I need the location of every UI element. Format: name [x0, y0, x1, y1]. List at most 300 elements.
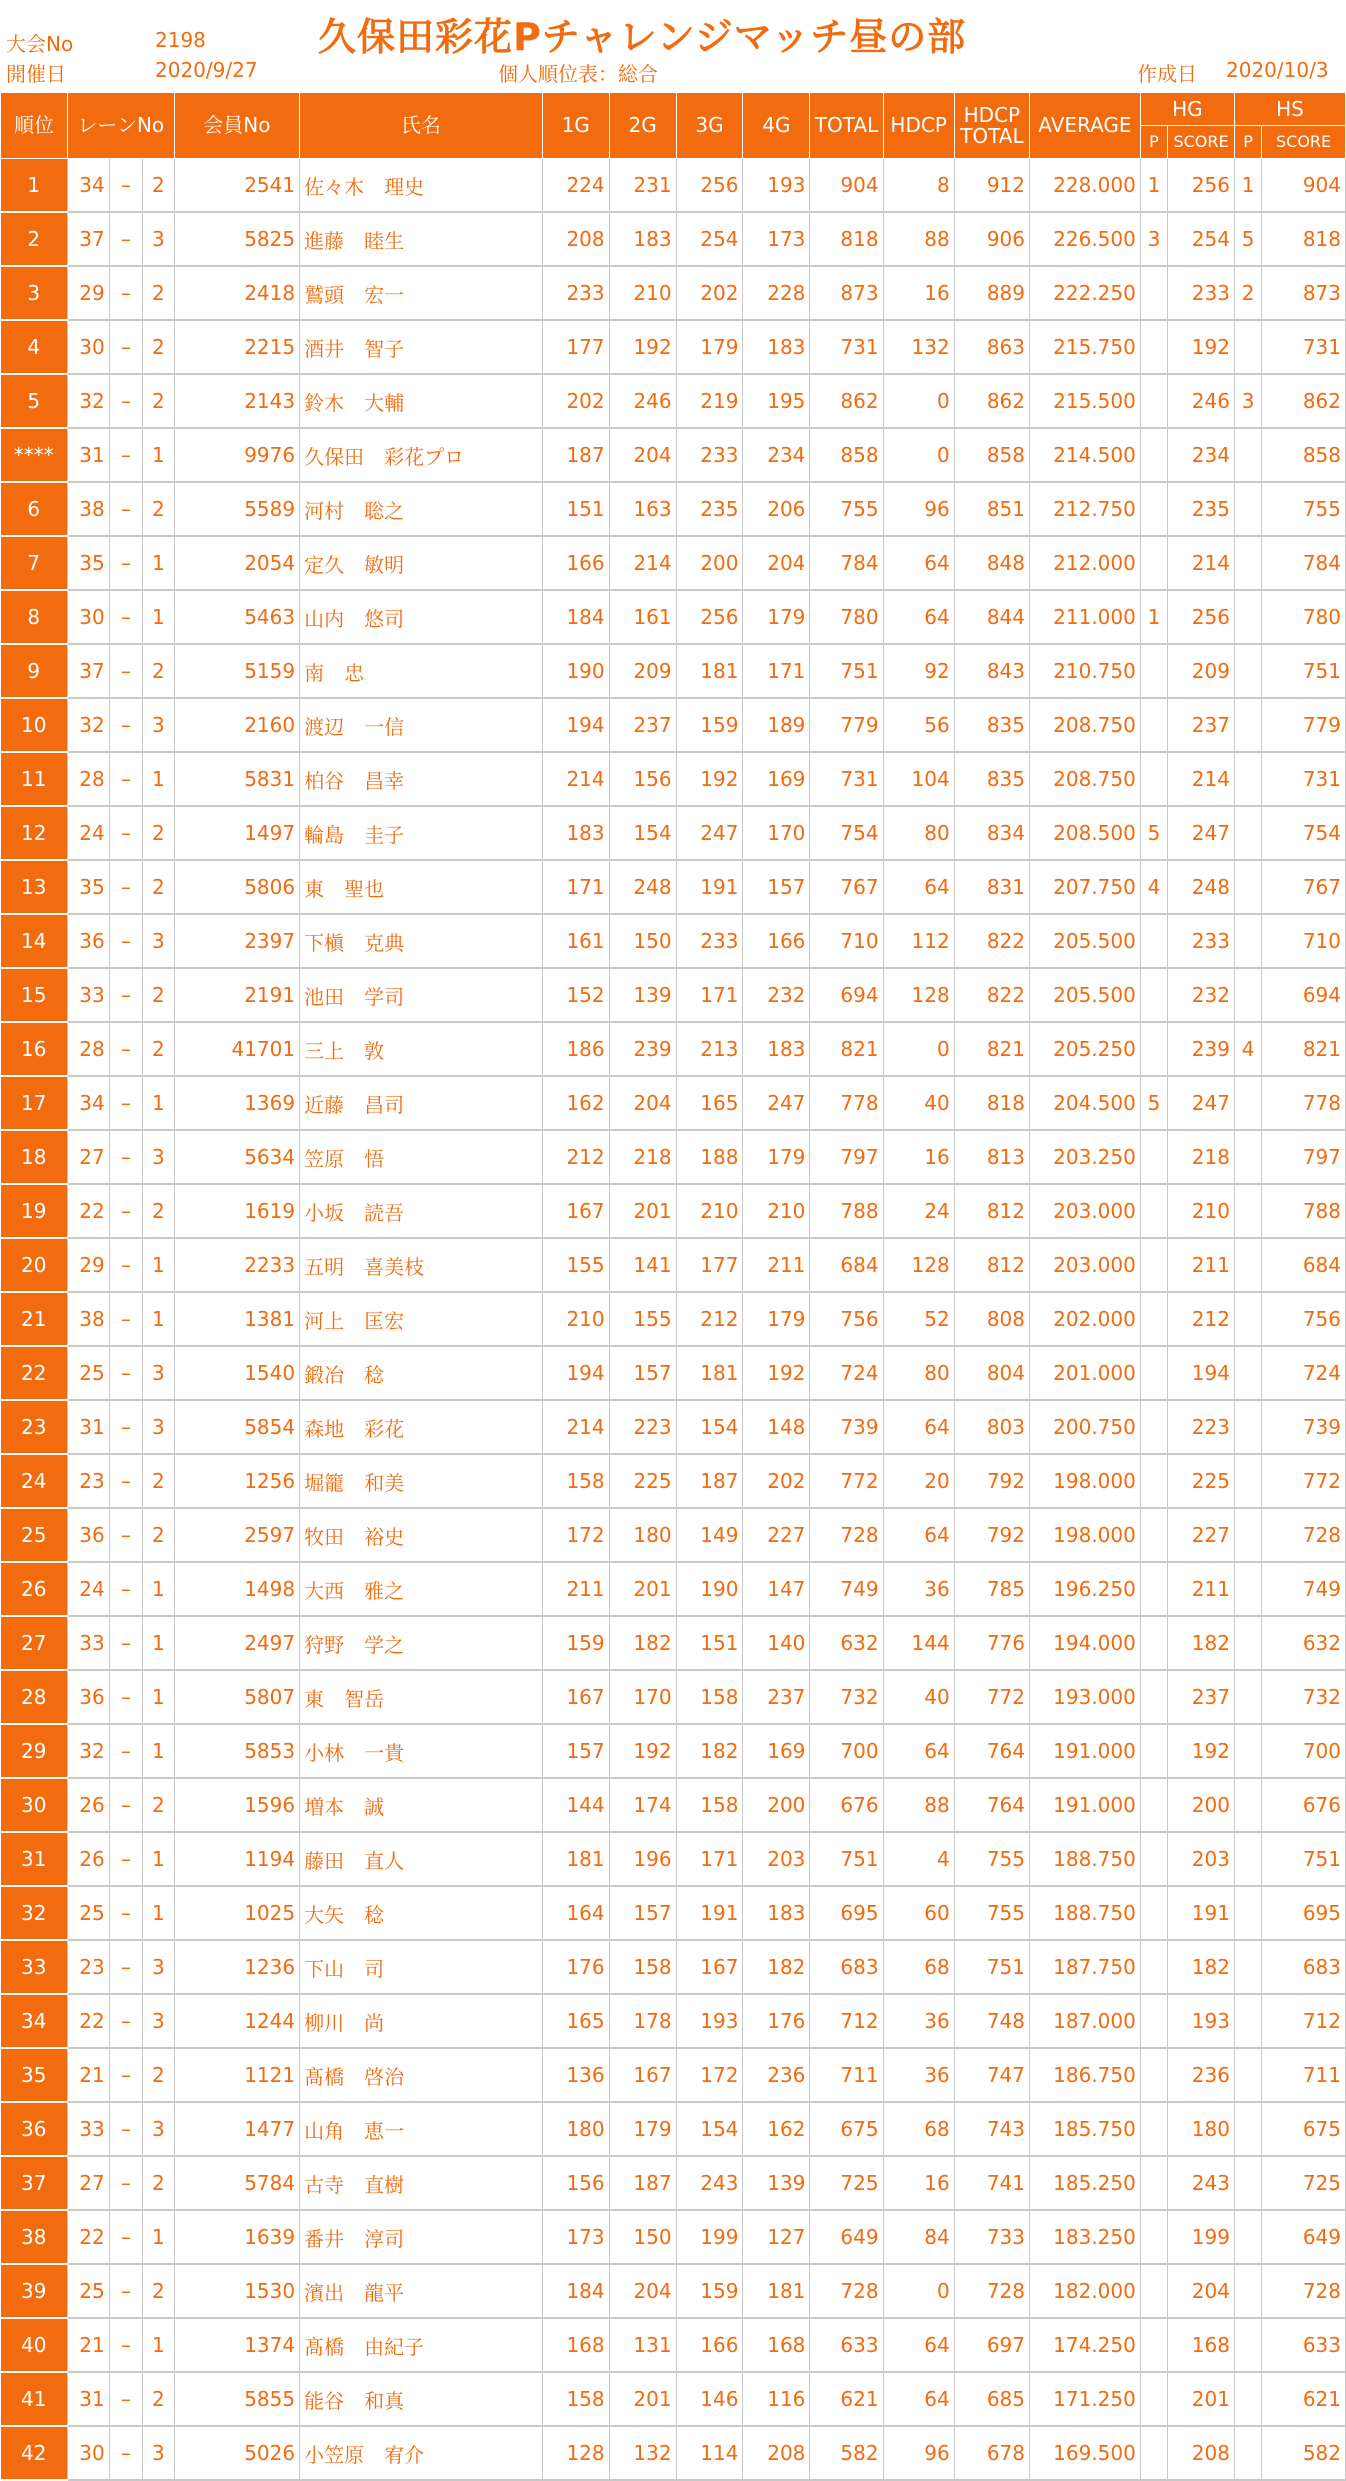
table-cell-hg-score: 236	[1168, 2048, 1235, 2102]
col-total: TOTAL	[810, 93, 883, 159]
table-cell-g4: 183	[743, 1022, 810, 1076]
table-cell-hs-score: 582	[1262, 2426, 1346, 2480]
table-cell-g3: 181	[676, 644, 743, 698]
table-cell-g3: 159	[676, 698, 743, 752]
table-cell-rank: 32	[1, 1886, 68, 1940]
table-cell-hs-p	[1234, 1994, 1261, 2048]
table-cell-lane: 33	[67, 1616, 109, 1670]
table-cell-member-no: 1477	[174, 2102, 300, 2156]
table-cell-total: 751	[810, 1832, 883, 1886]
table-cell-g4: 179	[743, 590, 810, 644]
table-cell-hdcp-total: 848	[954, 536, 1029, 590]
table-cell-member-no: 5784	[174, 2156, 300, 2210]
table-cell-g3: 158	[676, 1778, 743, 1832]
table-cell-lane: 28	[67, 752, 109, 806]
table-cell-g4: 247	[743, 1076, 810, 1130]
table-cell-hs-score: 797	[1262, 1130, 1346, 1184]
col-g4: 4G	[743, 93, 810, 159]
table-cell-total: 784	[810, 536, 883, 590]
table-cell-lane-sep: –	[109, 2426, 142, 2480]
table-row	[1, 1130, 1346, 1184]
table-cell-g1: 212	[542, 1130, 609, 1184]
table-row	[1, 1400, 1346, 1454]
table-cell-total: 749	[810, 1562, 883, 1616]
table-cell-g2: 192	[609, 1724, 676, 1778]
table-cell-lane-sep: –	[109, 2210, 142, 2264]
table-cell-rank: 26	[1, 1562, 68, 1616]
table-cell-average: 215.750	[1030, 320, 1141, 374]
col-lane: レーンNo	[67, 93, 174, 159]
table-cell-rank: 41	[1, 2372, 68, 2426]
table-cell-g2: 187	[609, 2156, 676, 2210]
table-cell-average: 204.500	[1030, 1076, 1141, 1130]
table-cell-lane: 29	[67, 266, 109, 320]
col-hg-score: SCORE	[1168, 126, 1235, 159]
table-cell-lane-sep: –	[109, 1616, 142, 1670]
table-cell-g2: 155	[609, 1292, 676, 1346]
table-cell-lane-pos: 2	[143, 1022, 174, 1076]
table-row	[1, 1832, 1346, 1886]
table-cell-rank: 29	[1, 1724, 68, 1778]
table-cell-g4: 148	[743, 1400, 810, 1454]
table-cell-lane: 35	[67, 860, 109, 914]
table-cell-member-no: 1025	[174, 1886, 300, 1940]
table-cell-rank: 8	[1, 590, 68, 644]
table-cell-g4: 173	[743, 212, 810, 266]
table-cell-hs-score: 751	[1262, 644, 1346, 698]
table-cell-lane: 34	[67, 1076, 109, 1130]
table-cell-name: 進藤 睦生	[300, 212, 543, 266]
table-row	[1, 590, 1346, 644]
table-cell-rank: 18	[1, 1130, 68, 1184]
table-row	[1, 1076, 1346, 1130]
table-cell-hdcp-total: 785	[954, 1562, 1029, 1616]
table-cell-g3: 172	[676, 2048, 743, 2102]
table-cell-hg-score: 223	[1168, 1400, 1235, 1454]
table-cell-hdcp-total: 803	[954, 1400, 1029, 1454]
table-cell-hs-p	[1234, 1886, 1261, 1940]
table-cell-g3: 213	[676, 1022, 743, 1076]
table-cell-total: 676	[810, 1778, 883, 1832]
table-cell-g1: 167	[542, 1670, 609, 1724]
table-cell-hs-p	[1234, 1724, 1261, 1778]
table-cell-hdcp: 0	[883, 428, 954, 482]
table-cell-total: 858	[810, 428, 883, 482]
table-cell-hs-p	[1234, 2210, 1261, 2264]
table-cell-hs-score: 695	[1262, 1886, 1346, 1940]
table-cell-hdcp: 84	[883, 2210, 954, 2264]
table-cell-g4: 169	[743, 1724, 810, 1778]
table-cell-hdcp: 40	[883, 1076, 954, 1130]
table-cell-g4: 232	[743, 968, 810, 1022]
table-cell-member-no: 5589	[174, 482, 300, 536]
table-cell-total: 712	[810, 1994, 883, 2048]
table-cell-total: 862	[810, 374, 883, 428]
table-cell-g4: 236	[743, 2048, 810, 2102]
table-cell-lane: 22	[67, 1994, 109, 2048]
table-cell-hdcp: 40	[883, 1670, 954, 1724]
table-cell-total: 732	[810, 1670, 883, 1724]
table-cell-hg-score: 192	[1168, 320, 1235, 374]
table-cell-lane: 27	[67, 1130, 109, 1184]
table-cell-hs-score: 739	[1262, 1400, 1346, 1454]
table-cell-lane-sep: –	[109, 536, 142, 590]
table-cell-hdcp: 0	[883, 2264, 954, 2318]
table-cell-g3: 193	[676, 1994, 743, 2048]
table-cell-g4: 139	[743, 2156, 810, 2210]
date-value: 2020/9/27	[155, 58, 258, 82]
table-cell-hs-p	[1234, 2156, 1261, 2210]
created-date: 2020/10/3	[1226, 58, 1329, 82]
table-cell-hg-score: 203	[1168, 1832, 1235, 1886]
table-cell-hdcp-total: 685	[954, 2372, 1029, 2426]
table-cell-lane-pos: 1	[143, 1832, 174, 1886]
table-cell-lane-sep: –	[109, 752, 142, 806]
table-cell-hdcp: 64	[883, 2372, 954, 2426]
table-cell-lane-sep: –	[109, 590, 142, 644]
table-cell-hs-p	[1234, 1346, 1261, 1400]
table-cell-total: 683	[810, 1940, 883, 1994]
table-row	[1, 1022, 1346, 1076]
table-cell-g2: 158	[609, 1940, 676, 1994]
table-cell-lane-pos: 2	[143, 644, 174, 698]
table-cell-g1: 214	[542, 1400, 609, 1454]
table-cell-average: 200.750	[1030, 1400, 1141, 1454]
table-cell-g4: 176	[743, 1994, 810, 2048]
table-cell-hg-score: 243	[1168, 2156, 1235, 2210]
table-cell-name: 森地 彩花	[300, 1400, 543, 1454]
table-cell-name: 渡辺 一信	[300, 698, 543, 752]
table-cell-lane-pos: 2	[143, 806, 174, 860]
table-cell-name: 鷲頭 宏一	[300, 266, 543, 320]
table-cell-name: 下槇 克典	[300, 914, 543, 968]
table-cell-member-no: 1244	[174, 1994, 300, 2048]
col-rank: 順位	[1, 93, 68, 159]
table-row	[1, 374, 1346, 428]
table-cell-member-no: 1619	[174, 1184, 300, 1238]
table-cell-member-no: 5463	[174, 590, 300, 644]
table-cell-name: 古寺 直樹	[300, 2156, 543, 2210]
col-hg: HG	[1140, 93, 1234, 126]
table-cell-hs-score: 873	[1262, 266, 1346, 320]
table-cell-g3: 187	[676, 1454, 743, 1508]
table-cell-hs-score: 779	[1262, 698, 1346, 752]
table-cell-hdcp-total: 858	[954, 428, 1029, 482]
table-cell-hg-p	[1140, 698, 1167, 752]
table-cell-hs-p	[1234, 1292, 1261, 1346]
table-cell-hdcp: 104	[883, 752, 954, 806]
table-cell-rank: 23	[1, 1400, 68, 1454]
table-cell-hg-score: 193	[1168, 1994, 1235, 2048]
table-cell-hg-p	[1140, 1616, 1167, 1670]
table-cell-hg-score: 246	[1168, 374, 1235, 428]
table-cell-average: 212.000	[1030, 536, 1141, 590]
table-cell-g3: 233	[676, 428, 743, 482]
table-cell-lane: 32	[67, 1724, 109, 1778]
table-cell-member-no: 5855	[174, 2372, 300, 2426]
table-cell-lane-pos: 2	[143, 266, 174, 320]
table-cell-hs-score: 772	[1262, 1454, 1346, 1508]
table-cell-hdcp: 88	[883, 1778, 954, 1832]
table-cell-hg-score: 211	[1168, 1238, 1235, 1292]
table-cell-average: 187.750	[1030, 1940, 1141, 1994]
col-g3: 3G	[676, 93, 743, 159]
table-cell-member-no: 2233	[174, 1238, 300, 1292]
table-cell-lane: 32	[67, 698, 109, 752]
table-cell-g2: 192	[609, 320, 676, 374]
table-cell-hdcp-total: 792	[954, 1508, 1029, 1562]
table-cell-hg-p	[1140, 2048, 1167, 2102]
table-cell-g4: 237	[743, 1670, 810, 1724]
table-cell-g1: 208	[542, 212, 609, 266]
table-cell-g3: 182	[676, 1724, 743, 1778]
table-cell-lane-pos: 1	[143, 1562, 174, 1616]
table-cell-total: 772	[810, 1454, 883, 1508]
table-cell-hg-p	[1140, 2102, 1167, 2156]
table-cell-hdcp: 64	[883, 2318, 954, 2372]
table-cell-g2: 218	[609, 1130, 676, 1184]
table-cell-name: 能谷 和真	[300, 2372, 543, 2426]
table-cell-g4: 192	[743, 1346, 810, 1400]
table-cell-lane-pos: 1	[143, 1724, 174, 1778]
table-cell-hdcp-total: 751	[954, 1940, 1029, 1994]
table-cell-lane: 33	[67, 2102, 109, 2156]
table-cell-hdcp: 16	[883, 2156, 954, 2210]
table-cell-lane-sep: –	[109, 806, 142, 860]
table-cell-lane-pos: 3	[143, 2102, 174, 2156]
table-cell-hdcp: 36	[883, 1562, 954, 1616]
table-cell-lane-sep: –	[109, 1670, 142, 1724]
table-cell-g1: 194	[542, 1346, 609, 1400]
table-cell-hg-score: 256	[1168, 159, 1235, 213]
table-cell-hg-score: 182	[1168, 1616, 1235, 1670]
table-cell-total: 821	[810, 1022, 883, 1076]
table-cell-g4: 200	[743, 1778, 810, 1832]
table-cell-g4: 157	[743, 860, 810, 914]
table-cell-lane-pos: 2	[143, 159, 174, 213]
table-cell-g2: 182	[609, 1616, 676, 1670]
table-cell-name: 定久 敏明	[300, 536, 543, 590]
table-cell-hg-score: 210	[1168, 1184, 1235, 1238]
table-cell-average: 188.750	[1030, 1886, 1141, 1940]
table-cell-hg-p	[1140, 1940, 1167, 1994]
table-cell-hs-p	[1234, 2264, 1261, 2318]
table-cell-hdcp: 128	[883, 968, 954, 1022]
table-cell-hg-p: 5	[1140, 806, 1167, 860]
table-cell-lane-sep: –	[109, 482, 142, 536]
table-cell-lane-pos: 2	[143, 1184, 174, 1238]
table-cell-rank: 5	[1, 374, 68, 428]
table-cell-lane-pos: 3	[143, 1400, 174, 1454]
table-cell-lane-sep: –	[109, 1886, 142, 1940]
table-cell-lane-sep: –	[109, 644, 142, 698]
table-cell-average: 205.500	[1030, 914, 1141, 968]
table-cell-average: 169.500	[1030, 2426, 1141, 2480]
table-cell-total: 778	[810, 1076, 883, 1130]
table-cell-rank: 27	[1, 1616, 68, 1670]
table-cell-lane: 38	[67, 1292, 109, 1346]
table-row	[1, 1724, 1346, 1778]
table-cell-g1: 156	[542, 2156, 609, 2210]
table-cell-g4: 179	[743, 1292, 810, 1346]
table-cell-member-no: 5807	[174, 1670, 300, 1724]
table-cell-rank: 6	[1, 482, 68, 536]
table-cell-average: 198.000	[1030, 1454, 1141, 1508]
table-cell-hs-p	[1234, 1238, 1261, 1292]
table-cell-hg-score: 234	[1168, 428, 1235, 482]
table-cell-hg-score: 214	[1168, 536, 1235, 590]
table-cell-total: 780	[810, 590, 883, 644]
table-cell-g2: 179	[609, 2102, 676, 2156]
table-cell-hdcp: 64	[883, 1400, 954, 1454]
table-cell-g1: 180	[542, 2102, 609, 2156]
table-cell-average: 215.500	[1030, 374, 1141, 428]
table-cell-lane-sep: –	[109, 1562, 142, 1616]
table-cell-g2: 204	[609, 1076, 676, 1130]
col-hdcp-total-line2: TOTAL	[960, 123, 1024, 148]
table-cell-rank: 16	[1, 1022, 68, 1076]
table-cell-hdcp-total: 743	[954, 2102, 1029, 2156]
table-cell-member-no: 5634	[174, 1130, 300, 1184]
table-cell-hg-p: 3	[1140, 212, 1167, 266]
table-cell-hs-p	[1234, 1562, 1261, 1616]
table-cell-member-no: 1256	[174, 1454, 300, 1508]
table-cell-g1: 164	[542, 1886, 609, 1940]
table-cell-hs-score: 676	[1262, 1778, 1346, 1832]
table-cell-member-no: 5853	[174, 1724, 300, 1778]
table-cell-hg-p	[1140, 1130, 1167, 1184]
table-cell-average: 208.500	[1030, 806, 1141, 860]
table-row	[1, 1292, 1346, 1346]
table-cell-g1: 152	[542, 968, 609, 1022]
table-cell-g3: 146	[676, 2372, 743, 2426]
table-cell-g2: 157	[609, 1346, 676, 1400]
table-cell-hs-p	[1234, 644, 1261, 698]
table-cell-g2: 196	[609, 1832, 676, 1886]
table-row	[1, 2372, 1346, 2426]
table-cell-rank: 30	[1, 1778, 68, 1832]
table-cell-hg-p	[1140, 1832, 1167, 1886]
table-cell-lane: 29	[67, 1238, 109, 1292]
table-cell-member-no: 1596	[174, 1778, 300, 1832]
table-cell-g2: 141	[609, 1238, 676, 1292]
table-cell-g2: 178	[609, 1994, 676, 2048]
table-cell-lane-pos: 1	[143, 590, 174, 644]
table-cell-lane-pos: 1	[143, 1292, 174, 1346]
table-cell-total: 767	[810, 860, 883, 914]
table-cell-average: 214.500	[1030, 428, 1141, 482]
table-cell-hdcp: 96	[883, 2426, 954, 2480]
table-cell-g1: 187	[542, 428, 609, 482]
table-cell-lane-sep: –	[109, 1022, 142, 1076]
table-cell-rank: 20	[1, 1238, 68, 1292]
table-cell-member-no: 2541	[174, 159, 300, 213]
table-cell-lane: 27	[67, 2156, 109, 2210]
table-cell-g2: 248	[609, 860, 676, 914]
table-row	[1, 428, 1346, 482]
table-cell-hdcp: 60	[883, 1886, 954, 1940]
table-cell-member-no: 5159	[174, 644, 300, 698]
table-cell-g4: 195	[743, 374, 810, 428]
table-cell-average: 208.750	[1030, 752, 1141, 806]
table-cell-name: 狩野 学之	[300, 1616, 543, 1670]
table-cell-hg-p	[1140, 2156, 1167, 2210]
table-cell-name: 近藤 昌司	[300, 1076, 543, 1130]
table-cell-g1: 151	[542, 482, 609, 536]
col-hdcp-total-line1: HDCP	[963, 102, 1021, 127]
table-cell-hs-score: 731	[1262, 752, 1346, 806]
table-cell-g1: 190	[542, 644, 609, 698]
table-cell-g4: 170	[743, 806, 810, 860]
table-cell-hs-p: 5	[1234, 212, 1261, 266]
table-cell-lane: 25	[67, 2264, 109, 2318]
table-cell-hg-p	[1140, 1670, 1167, 1724]
table-cell-average: 185.250	[1030, 2156, 1141, 2210]
table-cell-g2: 210	[609, 266, 676, 320]
table-cell-rank: 3	[1, 266, 68, 320]
table-cell-rank: 4	[1, 320, 68, 374]
table-cell-member-no: 2191	[174, 968, 300, 1022]
table-cell-average: 191.000	[1030, 1724, 1141, 1778]
table-cell-lane: 26	[67, 1832, 109, 1886]
table-cell-g1: 172	[542, 1508, 609, 1562]
table-cell-hg-p	[1140, 320, 1167, 374]
col-member: 会員No	[174, 93, 300, 159]
table-cell-lane: 32	[67, 374, 109, 428]
table-cell-g3: 154	[676, 1400, 743, 1454]
table-cell-g3: 254	[676, 212, 743, 266]
table-cell-hdcp-total: 818	[954, 1076, 1029, 1130]
table-cell-g2: 204	[609, 428, 676, 482]
table-cell-g4: 204	[743, 536, 810, 590]
table-cell-hg-p	[1140, 428, 1167, 482]
table-cell-g1: 159	[542, 1616, 609, 1670]
table-cell-hs-p	[1234, 2426, 1261, 2480]
table-cell-hg-score: 227	[1168, 1508, 1235, 1562]
table-cell-g2: 167	[609, 2048, 676, 2102]
table-cell-g1: 184	[542, 2264, 609, 2318]
table-cell-g1: 136	[542, 2048, 609, 2102]
table-cell-g3: 167	[676, 1940, 743, 1994]
table-cell-name: 大矢 稔	[300, 1886, 543, 1940]
table-cell-hdcp: 16	[883, 266, 954, 320]
table-cell-hg-p	[1140, 2372, 1167, 2426]
table-cell-member-no: 41701	[174, 1022, 300, 1076]
table-cell-hdcp-total: 889	[954, 266, 1029, 320]
table-cell-rank: 9	[1, 644, 68, 698]
table-cell-g3: 114	[676, 2426, 743, 2480]
table-cell-total: 751	[810, 644, 883, 698]
table-cell-hg-score: 201	[1168, 2372, 1235, 2426]
table-cell-total: 694	[810, 968, 883, 1022]
table-row	[1, 644, 1346, 698]
table-cell-hdcp: 92	[883, 644, 954, 698]
table-cell-hdcp: 80	[883, 1346, 954, 1400]
table-cell-g2: 161	[609, 590, 676, 644]
table-cell-hg-score: 239	[1168, 1022, 1235, 1076]
table-cell-hdcp: 68	[883, 1940, 954, 1994]
table-cell-name: 山角 恵一	[300, 2102, 543, 2156]
table-cell-hs-score: 675	[1262, 2102, 1346, 2156]
table-cell-name: 藤田 直人	[300, 1832, 543, 1886]
table-cell-lane-sep: –	[109, 1778, 142, 1832]
table-cell-total: 582	[810, 2426, 883, 2480]
table-cell-g3: 188	[676, 1130, 743, 1184]
table-cell-hdcp-total: 862	[954, 374, 1029, 428]
table-cell-lane-sep: –	[109, 320, 142, 374]
table-cell-total: 684	[810, 1238, 883, 1292]
table-cell-hs-score: 621	[1262, 2372, 1346, 2426]
